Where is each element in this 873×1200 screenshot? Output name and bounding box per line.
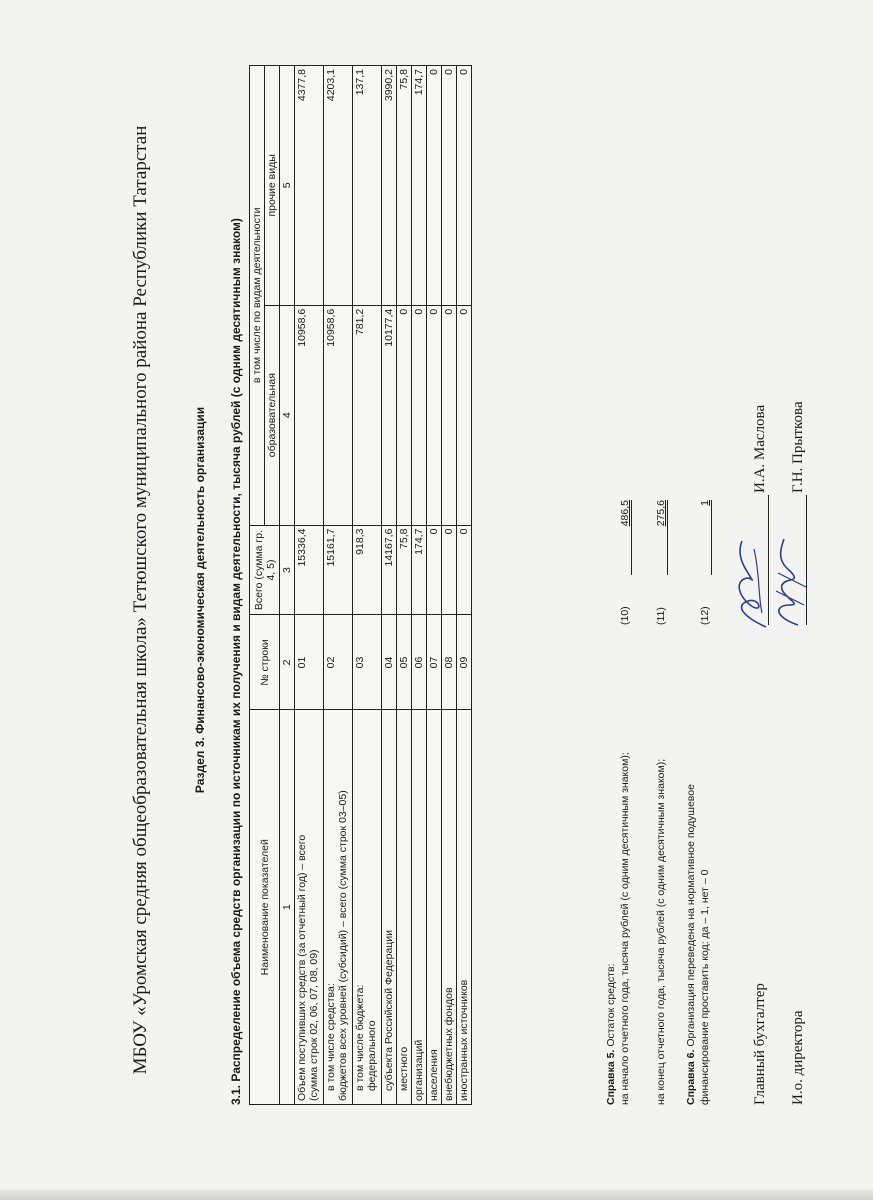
signature-name: И.А. Маслова [752,404,768,493]
signature-role: Главный бухгалтер [752,983,768,1105]
table-row [397,66,412,1105]
row-code: 01 [295,615,324,710]
table-row [412,66,427,1105]
ref5-line2: на конец отчетного года, тысяча рублей (с одним десятичным знаком); [655,758,667,1105]
row-other: 174,7 [412,66,427,306]
row-name: организаций [412,710,427,1105]
finance-table [249,65,472,1105]
section-title: Раздел 3. Финансово-экономическая деятельность организации [193,406,207,794]
row-total: 0 [457,525,472,615]
ref5-value2: 275,6 [655,500,667,527]
ref5-line1: на начало отчетного года, тысяча рублей (с одним десятичным знаком); [619,752,631,1105]
row-total: 15336,4 [295,525,324,615]
header-edu: образовательная [265,305,280,525]
ref5-value1: 486,5 [619,500,631,527]
rotated-document-sheet [25,50,825,1150]
row-other: 0 [427,66,442,306]
row-other: 3990,2 [382,66,397,306]
col-number: 4 [280,305,295,525]
ref6-value: 1 [699,500,711,506]
row-other: 4377,8 [295,66,324,306]
table-row [295,66,324,1105]
reference-6 [685,55,713,1105]
row-edu: 0 [457,305,472,525]
row-code: 09 [457,615,472,710]
header-code: № строки [250,615,280,710]
row-other: 0 [457,66,472,306]
ref5-title-rest: Остаток средств: [605,963,617,1050]
col-number: 3 [280,525,295,615]
row-other: 75,8 [397,66,412,306]
signature-name: Г.Н. Прыткова [790,401,806,493]
organization-title: МБОУ «Уромская средняя общеобразовательная школа» Тетюшского муниципального района Республики Татарстан [130,125,151,1075]
row-other: 137,1 [353,66,382,306]
ref6-title: Справка 6. [685,1049,697,1105]
table-row [382,66,397,1105]
row-code: 06 [412,615,427,710]
header-total: Всего (сумма гр. 4, 5) [250,525,280,615]
ref6-line1: Организация переведена на нормативное подушевое [685,784,697,1050]
col-number: 2 [280,615,295,710]
row-total: 0 [427,525,442,615]
row-other: 0 [442,66,457,306]
row-name: субъекта Российской Федерации [382,710,397,1105]
row-total: 174,7 [412,525,427,615]
table-row [442,66,457,1105]
row-name: населения [427,710,442,1105]
table-row [353,66,382,1105]
row-name: внебюджетных фондов [442,710,457,1105]
row-name: местного [397,710,412,1105]
ref5-code1: (10) [619,606,631,625]
row-edu: 0 [397,305,412,525]
row-total: 0 [442,525,457,615]
row-edu: 0 [412,305,427,525]
row-total: 15161,7 [324,525,353,615]
row-name: Объем поступивших средств (за отчетный год) – всего (сумма строк 02, 06, 07, 08, 09) [295,710,324,1105]
table-row [324,66,353,1105]
ref6-line2: финансирование проставить код: да – 1, нет – 0 [699,869,711,1105]
row-total: 75,8 [397,525,412,615]
table-row [427,66,442,1105]
reference-5 [605,55,669,1105]
header-other: прочие виды [265,66,280,306]
row-code: 04 [382,615,397,710]
col-number: 1 [280,710,295,1105]
row-code: 02 [324,615,353,710]
header-group: в том числе по видам деятельности [250,66,265,526]
signature-role: И.о. директора [790,1010,806,1105]
row-total: 918,3 [353,525,382,615]
table-header-row [250,66,265,1105]
subsection-title: 3.1. Распределение объема средств организации по источникам их получения и видам деятельности, тысяча рублей (с одним десятичным знаком) [229,218,243,1105]
table-row [457,66,472,1105]
row-edu: 10177,4 [382,305,397,525]
header-name: Наименование показателей [250,710,280,1105]
row-code: 05 [397,615,412,710]
page-edge [0,1190,873,1200]
handwritten-signature-icon [768,525,812,635]
row-code: 03 [353,615,382,710]
ref6-code: (12) [699,606,711,625]
row-total: 14167,6 [382,525,397,615]
row-code: 07 [427,615,442,710]
row-edu: 10958,6 [295,305,324,525]
row-edu: 781,2 [353,305,382,525]
row-code: 08 [442,615,457,710]
row-other: 4203,1 [324,66,353,306]
ref5-title: Справка 5. [605,1049,617,1105]
row-name: в том числе средства: бюджетов всех уровней (субсидий) – всего (сумма строк 03–05) [324,710,353,1105]
row-name: в том числе бюджета: федерального [353,710,382,1105]
ref5-code2: (11) [655,607,667,625]
row-edu: 0 [442,305,457,525]
row-edu: 0 [427,305,442,525]
row-edu: 10958,6 [324,305,353,525]
col-number: 5 [280,66,295,306]
row-name: иностранных источников [457,710,472,1105]
column-number-row [280,66,295,1105]
